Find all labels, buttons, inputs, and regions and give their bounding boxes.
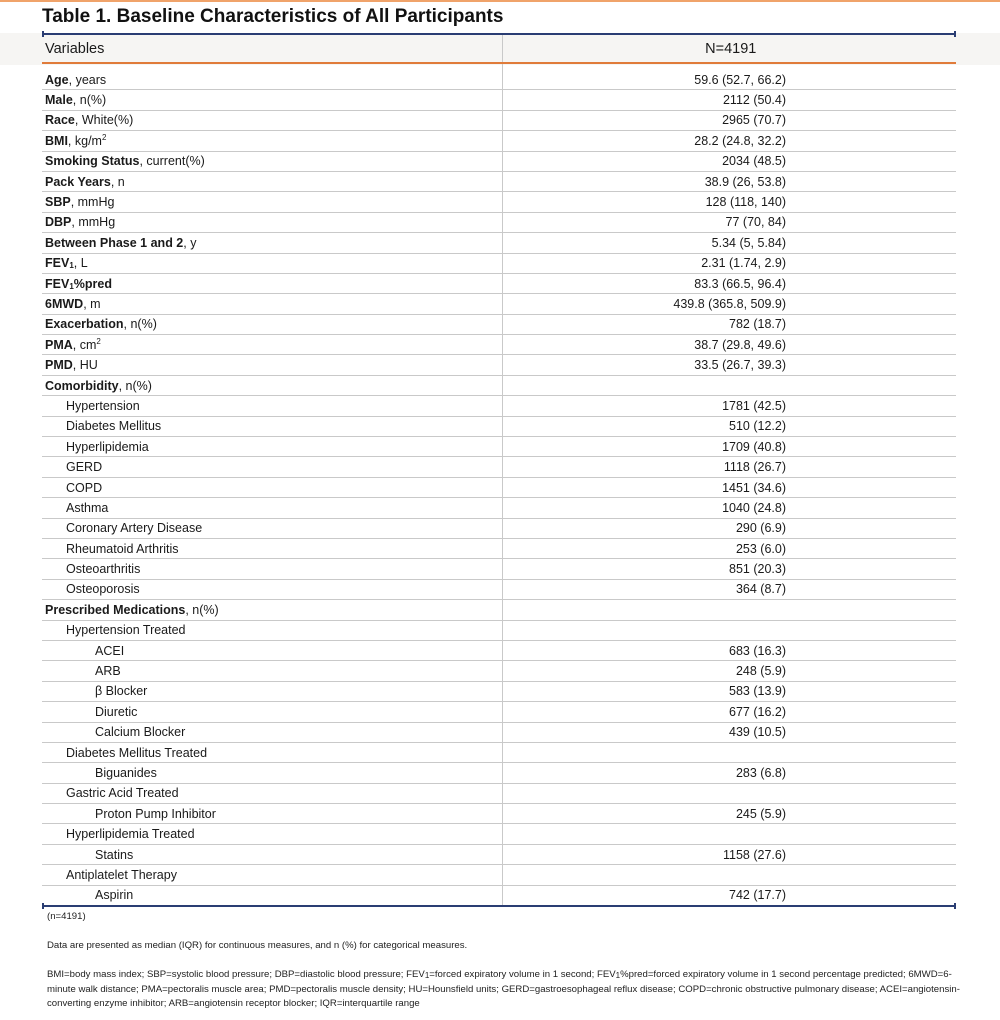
variable-unit: , L	[73, 256, 88, 271]
abbrev-sub-2: 1	[615, 971, 621, 980]
value-cell: 1709 (40.8)	[502, 437, 956, 457]
variable-name-bold: Comorbidity	[45, 378, 119, 393]
abbrev-sub-1: 1	[424, 971, 430, 980]
table-row	[42, 273, 956, 293]
variable-name-bold: DBP	[45, 215, 72, 230]
variable-name-bold: Age	[45, 72, 69, 87]
variable-name-bold-suffix: %pred	[73, 276, 112, 291]
variable-label	[42, 620, 502, 640]
variable-name-bold: Exacerbation	[45, 317, 124, 332]
variable-label	[42, 824, 502, 844]
table-row	[42, 131, 956, 151]
data-presentation-note: Data are presented as median (IQR) for continuous measures, and n (%) for categorical measures.	[47, 940, 468, 951]
variable-label	[42, 151, 502, 171]
variable-name: Diuretic	[95, 704, 138, 719]
variable-label	[42, 416, 502, 436]
value-cell: 1118 (26.7)	[502, 457, 956, 477]
variable-name-bold: PMA	[45, 338, 73, 353]
variable-name: ACEI	[95, 643, 125, 658]
table-row	[42, 620, 956, 640]
value-cell: 583 (13.9)	[502, 681, 956, 701]
value-cell: 77 (70, 84)	[502, 212, 956, 232]
variable-label	[42, 375, 502, 395]
variable-label	[42, 477, 502, 497]
table-row	[42, 742, 956, 762]
sample-size-note: (n=4191)	[47, 911, 86, 922]
variable-unit: , White(%)	[74, 113, 134, 128]
table-row	[42, 477, 956, 497]
abbrev-part-1: BMI=body mass index; SBP=systolic blood pressure; DBP=diastolic blood pressure; FEV	[47, 969, 425, 980]
variable-label	[42, 314, 502, 334]
value-cell: 5.34 (5, 5.84)	[502, 233, 956, 253]
table-row	[42, 518, 956, 538]
value-cell: 248 (5.9)	[502, 661, 956, 681]
variable-label	[42, 233, 502, 253]
table-container	[42, 33, 956, 906]
variable-name: Hypertension Treated	[66, 623, 186, 638]
variable-label	[42, 63, 502, 90]
table-row	[42, 63, 956, 90]
variable-label	[42, 783, 502, 803]
variable-name: Hypertension	[66, 398, 140, 413]
variable-label	[42, 335, 502, 355]
table-row	[42, 783, 956, 803]
table-row	[42, 559, 956, 579]
value-cell	[502, 865, 956, 885]
table-row	[42, 171, 956, 191]
value-cell: 2965 (70.7)	[502, 110, 956, 130]
variable-label	[42, 437, 502, 457]
value-cell	[502, 742, 956, 762]
value-cell	[502, 783, 956, 803]
variable-name: Aspirin	[95, 888, 134, 903]
variable-name: GERD	[66, 460, 103, 475]
value-cell: 1040 (24.8)	[502, 498, 956, 518]
table-row	[42, 824, 956, 844]
variable-name-bold: Smoking Status	[45, 154, 140, 169]
variable-unit: , HU	[72, 358, 98, 373]
value-cell: 677 (16.2)	[502, 702, 956, 722]
value-cell	[502, 620, 956, 640]
subscript: 1	[69, 261, 74, 271]
table-body	[42, 63, 956, 906]
table-row	[42, 355, 956, 375]
variable-name-bold: FEV	[45, 276, 70, 291]
table-row	[42, 416, 956, 436]
table-row	[42, 885, 956, 905]
table-row	[42, 212, 956, 232]
variable-label	[42, 90, 502, 110]
variable-unit: , mmHg	[70, 195, 115, 210]
variable-label	[42, 457, 502, 477]
variable-unit: , m	[83, 296, 101, 311]
variable-name: Calcium Blocker	[95, 725, 186, 740]
table-row	[42, 375, 956, 395]
table-row	[42, 294, 956, 314]
variable-label	[42, 212, 502, 232]
table-row	[42, 437, 956, 457]
variable-label	[42, 294, 502, 314]
value-cell: 128 (118, 140)	[502, 192, 956, 212]
value-cell: 2112 (50.4)	[502, 90, 956, 110]
variable-name: Antiplatelet Therapy	[66, 867, 177, 882]
variable-label	[42, 396, 502, 416]
variable-name: Diabetes Mellitus Treated	[66, 745, 208, 760]
variable-label	[42, 171, 502, 191]
variable-name: Coronary Artery Disease	[66, 521, 203, 536]
value-cell: 253 (6.0)	[502, 538, 956, 558]
variable-name: ARB	[95, 664, 121, 679]
variable-label	[42, 355, 502, 375]
table-bottom-rule	[42, 905, 956, 907]
variable-name: Rheumatoid Arthritis	[66, 541, 179, 556]
table-row	[42, 90, 956, 110]
variable-label	[42, 763, 502, 783]
variable-label	[42, 273, 502, 293]
top-accent-rule	[0, 0, 1000, 2]
variable-name: Osteoarthritis	[66, 562, 141, 577]
variable-unit: , n(%)	[185, 602, 219, 617]
table-row	[42, 579, 956, 599]
abbreviations-note	[47, 968, 967, 1011]
variable-label	[42, 640, 502, 660]
value-cell: 290 (6.9)	[502, 518, 956, 538]
superscript: 2	[101, 133, 107, 143]
variable-name-bold: BMI	[45, 134, 68, 149]
variable-unit: , y	[183, 235, 197, 250]
value-cell: 1158 (27.6)	[502, 844, 956, 864]
value-cell: 742 (17.7)	[502, 885, 956, 905]
table-row	[42, 233, 956, 253]
value-cell: 283 (6.8)	[502, 763, 956, 783]
variable-name-bold: PMD	[45, 358, 73, 373]
variable-label	[42, 865, 502, 885]
variable-name: Asthma	[66, 500, 109, 515]
table-row	[42, 804, 956, 824]
table-row	[42, 192, 956, 212]
variable-label	[42, 498, 502, 518]
table-title: Table 1. Baseline Characteristics of All Participants	[42, 6, 504, 27]
variable-unit: , kg/m	[67, 134, 102, 149]
value-cell: 439 (10.5)	[502, 722, 956, 742]
table-row	[42, 253, 956, 273]
variable-label	[42, 702, 502, 722]
value-cell: 28.2 (24.8, 32.2)	[502, 131, 956, 151]
variable-label	[42, 742, 502, 762]
table-row	[42, 865, 956, 885]
variable-label	[42, 885, 502, 905]
variable-name: Diabetes Mellitus	[66, 419, 162, 434]
table-row	[42, 335, 956, 355]
variable-unit: , n(%)	[118, 378, 152, 393]
variable-label	[42, 559, 502, 579]
value-cell: 683 (16.3)	[502, 640, 956, 660]
column-header-n: N=4191	[502, 35, 956, 63]
value-cell: 2034 (48.5)	[502, 151, 956, 171]
abbrev-part-3: %pred=forced expiratory volume in 1 second percentage predicted; 6MWD=6-minute walk distance; PMA=pectoralis muscle area; PMD=pectoralis muscle density; HU=Hounsfield units; GERD=gastroesophageal reflux disease; COPD=chronic obstructive pulmonary disease; ACEI=angiotensin-converting enzyme inhibitor; ARB=angiotensin receptor blocker; IQR=interquartile range	[47, 969, 960, 1009]
variable-label	[42, 131, 502, 151]
value-cell: 38.7 (29.8, 49.6)	[502, 335, 956, 355]
variable-name-bold: Between Phase 1 and 2	[45, 235, 184, 250]
table-row	[42, 498, 956, 518]
table-row	[42, 722, 956, 742]
variable-unit: , cm	[72, 338, 97, 353]
variable-unit: , years	[68, 72, 107, 87]
table-row	[42, 640, 956, 660]
table-row	[42, 600, 956, 620]
variable-label	[42, 192, 502, 212]
variable-name-bold: SBP	[45, 195, 71, 210]
variable-unit: , n(%)	[72, 93, 107, 108]
value-cell: 782 (18.7)	[502, 314, 956, 334]
subscript: 1	[69, 281, 74, 291]
variable-name: Gastric Acid Treated	[66, 786, 179, 801]
variable-name: Osteoporosis	[66, 582, 140, 597]
table-row	[42, 396, 956, 416]
variable-label	[42, 681, 502, 701]
value-cell: 364 (8.7)	[502, 579, 956, 599]
table-row	[42, 110, 956, 130]
variable-name: Hyperlipidemia	[66, 439, 149, 454]
variable-name: COPD	[66, 480, 103, 495]
table-header-row	[42, 35, 956, 63]
value-cell: 851 (20.3)	[502, 559, 956, 579]
value-cell: 510 (12.2)	[502, 416, 956, 436]
variable-label	[42, 110, 502, 130]
value-cell: 59.6 (52.7, 66.2)	[502, 63, 956, 90]
variable-label	[42, 661, 502, 681]
table-row	[42, 661, 956, 681]
variable-name: Hyperlipidemia Treated	[66, 827, 195, 842]
value-cell: 33.5 (26.7, 39.3)	[502, 355, 956, 375]
value-cell	[502, 824, 956, 844]
table-row	[42, 314, 956, 334]
superscript: 2	[96, 337, 101, 347]
variable-label	[42, 253, 502, 273]
value-cell: 2.31 (1.74, 2.9)	[502, 253, 956, 273]
variable-unit: , n	[110, 174, 125, 189]
table-row	[42, 702, 956, 722]
value-cell: 439.8 (365.8, 509.9)	[502, 294, 956, 314]
table-row	[42, 457, 956, 477]
variable-label	[42, 804, 502, 824]
variable-label	[42, 722, 502, 742]
value-cell: 1451 (34.6)	[502, 477, 956, 497]
table-row	[42, 538, 956, 558]
table-row	[42, 151, 956, 171]
variable-name-bold: FEV	[45, 256, 70, 271]
variable-name-bold: Prescribed Medications	[45, 602, 186, 617]
variable-name-bold: Pack Years	[45, 174, 111, 189]
variable-name-bold: Race	[45, 113, 75, 128]
variable-label	[42, 538, 502, 558]
variable-name: β Blocker	[95, 684, 148, 699]
variable-label	[42, 579, 502, 599]
column-header-variables: Variables	[42, 35, 502, 63]
variable-unit: , current(%)	[139, 154, 205, 169]
variable-unit: , mmHg	[71, 215, 116, 230]
variable-label	[42, 600, 502, 620]
value-cell: 83.3 (66.5, 96.4)	[502, 273, 956, 293]
table-row	[42, 763, 956, 783]
value-cell	[502, 375, 956, 395]
variable-unit: , n(%)	[123, 317, 157, 332]
variable-name: Proton Pump Inhibitor	[95, 806, 216, 821]
table-top-rule	[42, 33, 956, 35]
variable-name-bold: 6MWD	[45, 296, 84, 311]
variable-name: Biguanides	[95, 765, 157, 780]
abbrev-part-2: =forced expiratory volume in 1 second; FEV	[429, 969, 616, 980]
baseline-characteristics-table	[42, 35, 956, 906]
variable-name-bold: Male	[45, 93, 73, 108]
variable-label	[42, 844, 502, 864]
table-row	[42, 844, 956, 864]
variable-name: Statins	[95, 847, 134, 862]
value-cell: 1781 (42.5)	[502, 396, 956, 416]
value-cell: 245 (5.9)	[502, 804, 956, 824]
variable-label	[42, 518, 502, 538]
value-cell	[502, 600, 956, 620]
table-row	[42, 681, 956, 701]
value-cell: 38.9 (26, 53.8)	[502, 171, 956, 191]
